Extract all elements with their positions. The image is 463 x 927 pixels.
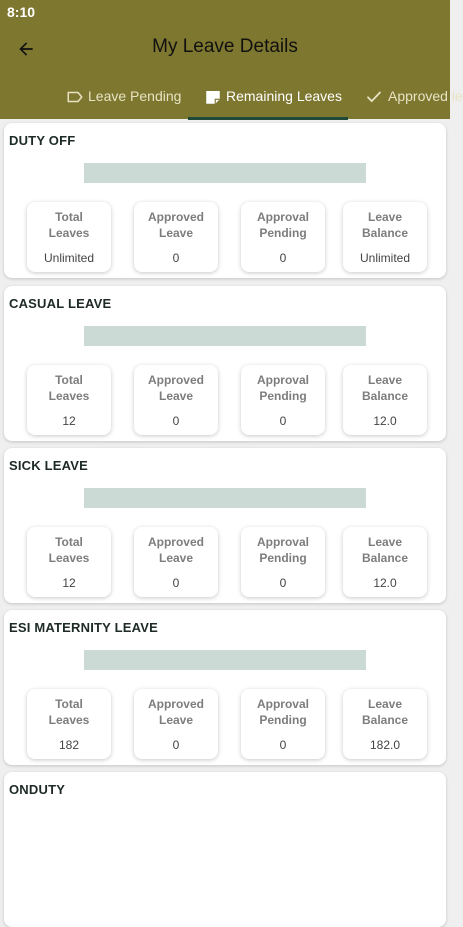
stat-label: Total Leaves (48, 535, 90, 565)
tab-approved-leaves[interactable] (364, 86, 463, 119)
stat-label: Approved Leave (147, 210, 204, 240)
stat-value: 12.0 (373, 576, 397, 590)
stat-value: 0 (279, 576, 287, 590)
stat-label: Approval Pending (256, 373, 309, 403)
stat-approval-pending (241, 527, 325, 597)
leave-type-title: SICK LEAVE (9, 458, 89, 473)
stat-value: Unlimited (359, 251, 410, 265)
stat-label: Leave Balance (361, 210, 409, 240)
stat-value: 0 (172, 738, 180, 752)
stat-value: 182 (58, 738, 80, 752)
stat-value: 12.0 (373, 414, 397, 428)
note-icon (204, 88, 222, 106)
leave-progress-bar (84, 326, 366, 346)
stat-label: Total Leaves (48, 210, 90, 240)
stat-approved-leave (134, 365, 218, 435)
stat-total-leaves (27, 202, 111, 272)
leave-progress-bar (84, 488, 366, 508)
stat-value: Unlimited (43, 251, 94, 265)
tab-label: Approved le (388, 88, 463, 104)
stat-value: 0 (279, 738, 287, 752)
check-icon (364, 88, 384, 106)
app-header (0, 0, 463, 119)
leave-progress-bar (84, 163, 366, 183)
leave-type-title: CASUAL LEAVE (9, 296, 112, 311)
stat-value: 0 (172, 414, 180, 428)
tab-remaining-leaves[interactable] (204, 86, 342, 119)
leave-card-sick-leave (4, 448, 446, 603)
stat-approval-pending (241, 365, 325, 435)
stat-value: 12 (62, 576, 76, 590)
page-title: My Leave Details (152, 36, 298, 57)
stat-total-leaves (27, 689, 111, 759)
stat-approval-pending (241, 202, 325, 272)
label-icon (66, 88, 84, 106)
stat-label: Leave Balance (361, 535, 409, 565)
leave-card-duty-off (4, 123, 446, 278)
stat-approved-leave (134, 202, 218, 272)
tab-label: Remaining Leaves (226, 88, 342, 104)
stat-label: Approval Pending (256, 210, 309, 240)
leave-type-title: DUTY OFF (9, 133, 76, 148)
stat-label: Approval Pending (256, 697, 309, 727)
stat-leave-balance (343, 202, 427, 272)
leave-list[interactable] (0, 119, 450, 800)
stat-value: 0 (172, 251, 180, 265)
stat-value: 0 (279, 251, 287, 265)
leave-progress-bar (84, 650, 366, 670)
stat-label: Total Leaves (48, 373, 90, 403)
stat-label: Leave Balance (361, 373, 409, 403)
stat-value: 0 (172, 576, 180, 590)
stat-total-leaves (27, 527, 111, 597)
stat-leave-balance (343, 689, 427, 759)
status-bar-time: 8:10 (7, 4, 36, 20)
stat-leave-balance (343, 527, 427, 597)
leave-card-onduty (4, 772, 446, 927)
stat-label: Approved Leave (147, 535, 204, 565)
tab-leave-pending[interactable] (66, 86, 181, 119)
stat-label: Approved Leave (147, 697, 204, 727)
leave-type-title: ONDUTY (9, 782, 66, 797)
leave-card-esi-maternity-leave (4, 610, 446, 765)
leave-type-title: ESI MATERNITY LEAVE (9, 620, 158, 635)
stat-label: Total Leaves (48, 697, 90, 727)
stat-leave-balance (343, 365, 427, 435)
stat-value: 182.0 (369, 738, 401, 752)
stat-label: Approved Leave (147, 373, 204, 403)
tab-label: Leave Pending (88, 88, 182, 104)
tab-bar (0, 86, 463, 119)
stat-approved-leave (134, 527, 218, 597)
stat-value: 0 (279, 414, 287, 428)
stat-label: Leave Balance (361, 697, 409, 727)
stat-approval-pending (241, 689, 325, 759)
leave-card-casual-leave (4, 286, 446, 441)
stat-label: Approval Pending (256, 535, 309, 565)
stat-total-leaves (27, 365, 111, 435)
stat-value: 12 (62, 414, 76, 428)
stat-approved-leave (134, 689, 218, 759)
